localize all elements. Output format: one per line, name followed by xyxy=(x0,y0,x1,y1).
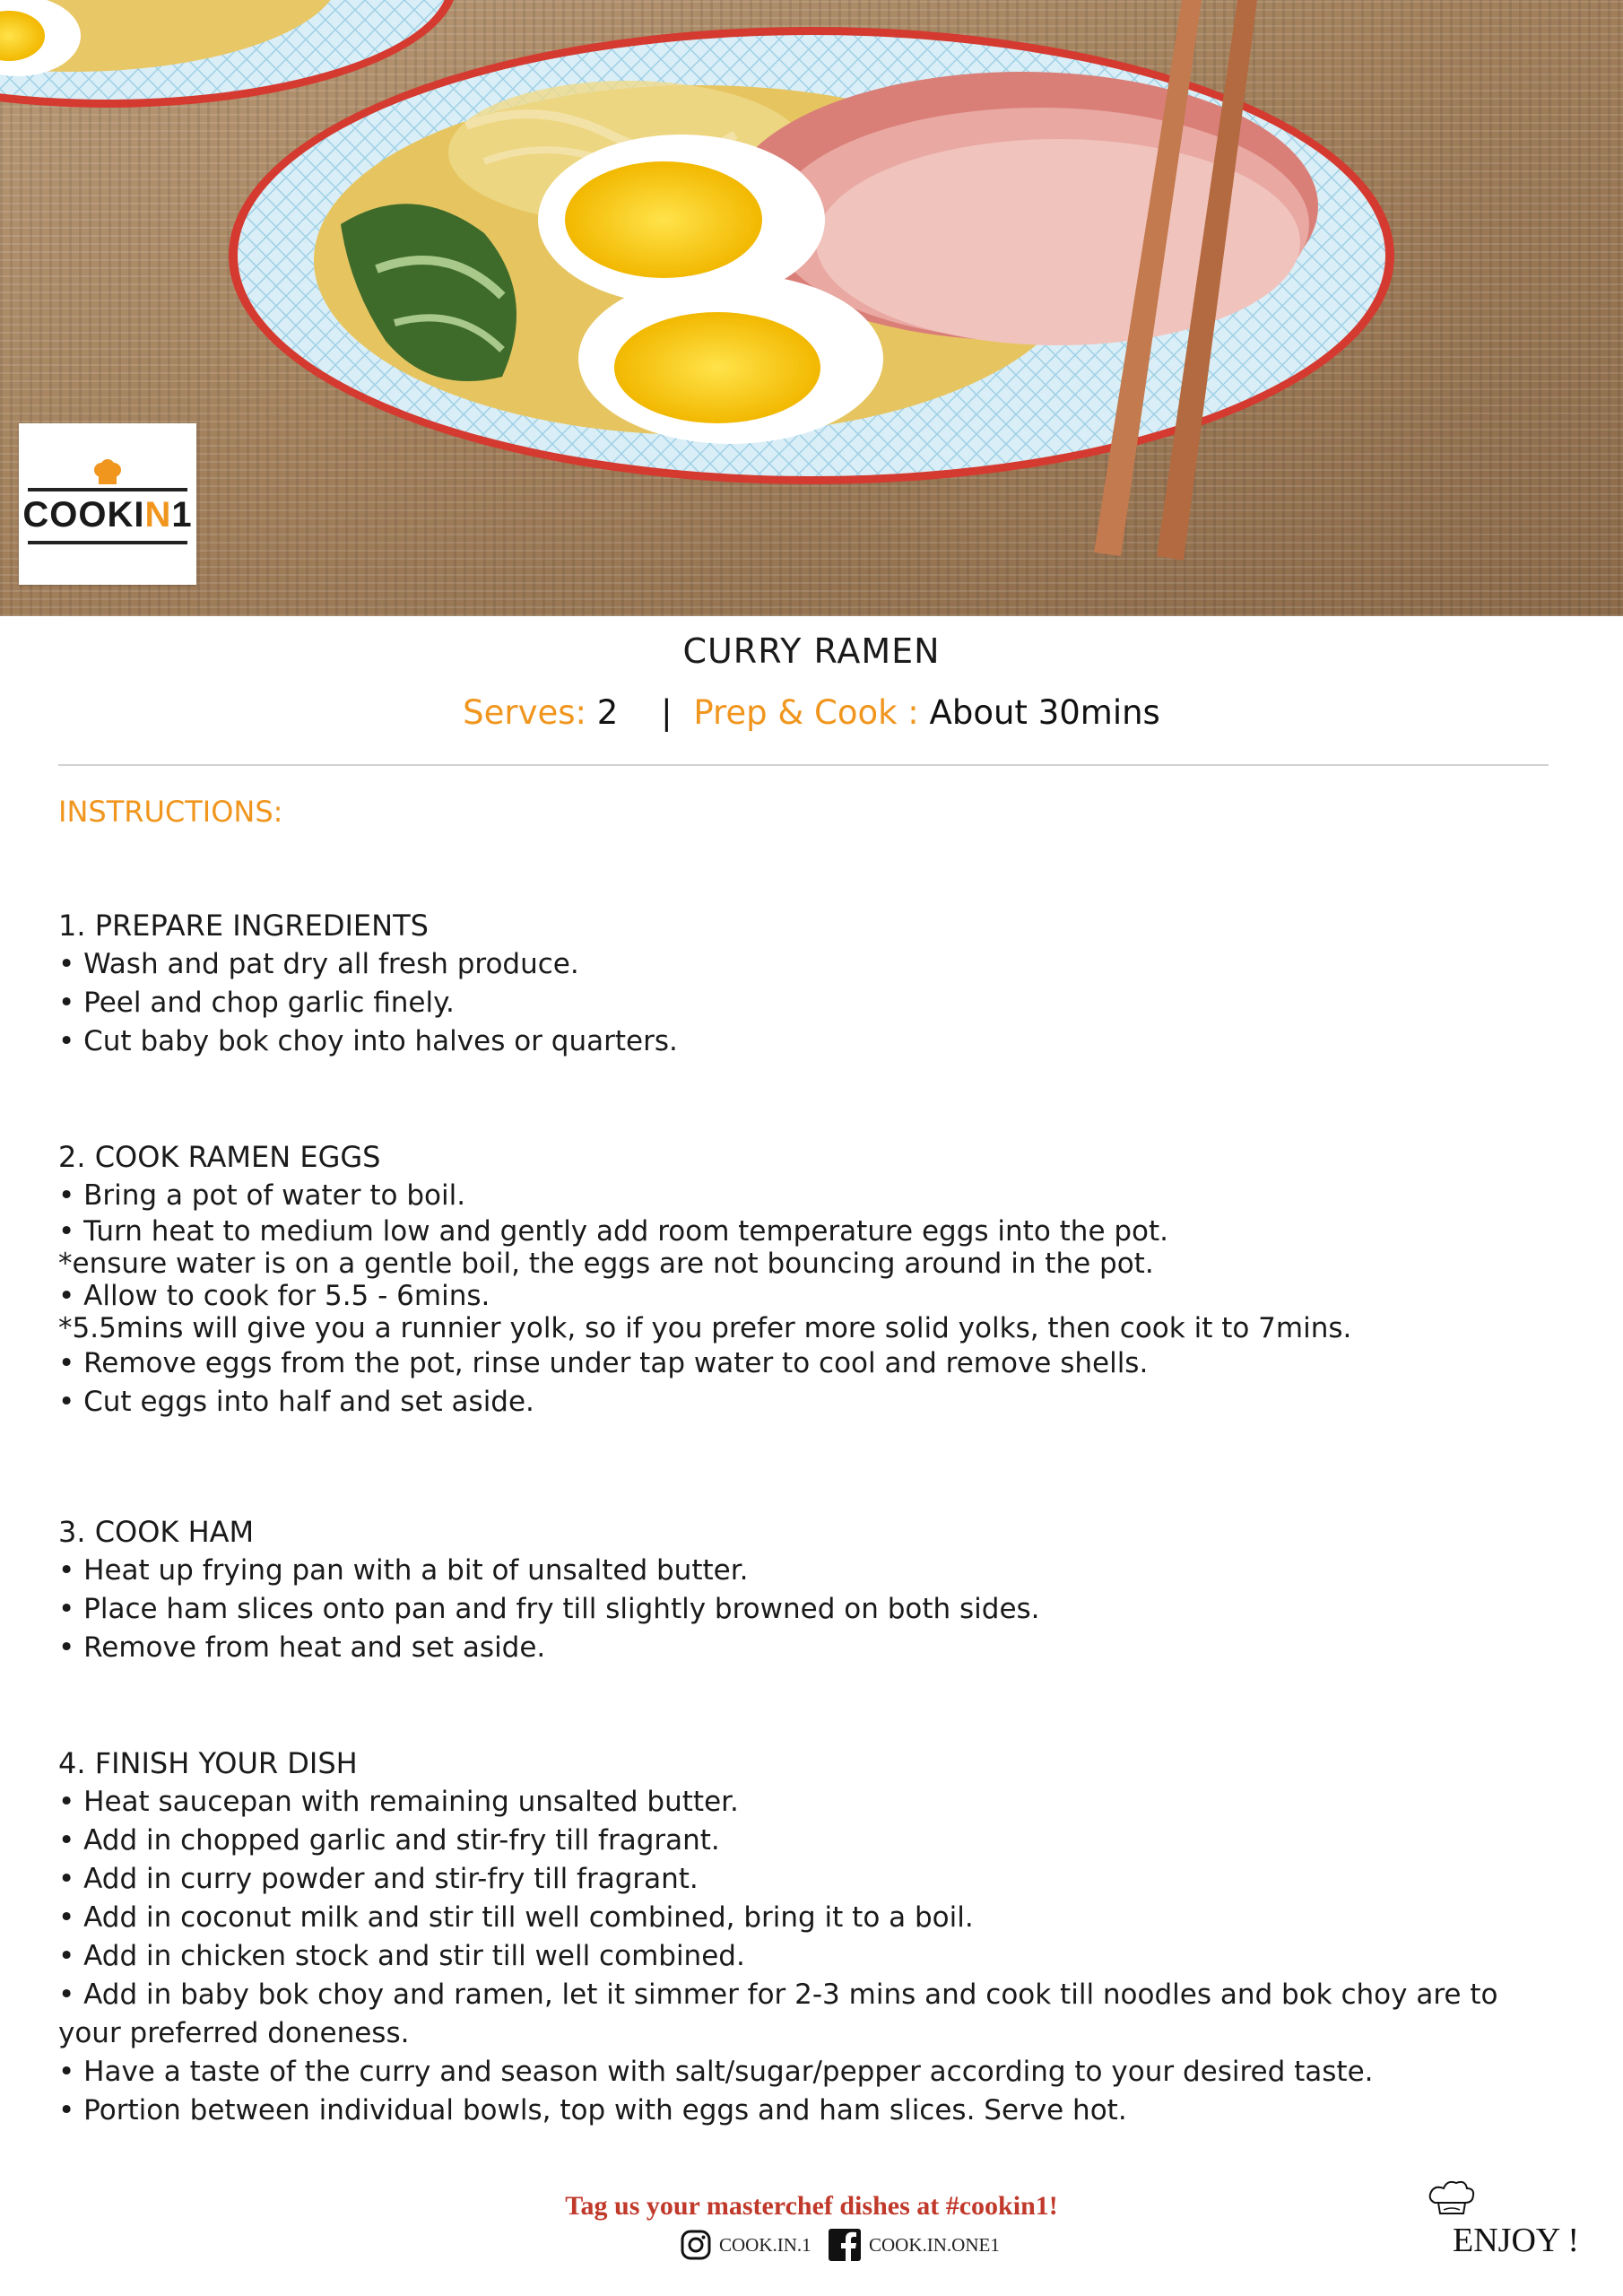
prep-cook-label: Prep & Cook : xyxy=(693,693,919,732)
chef-hat-icon xyxy=(1424,2176,1478,2221)
instruction-line: • Add in coconut milk and stir till well combined, bring it to a boil. xyxy=(58,1901,974,1934)
instruction-line: • Remove eggs from the pot, rinse under tap water to cool and remove shells. xyxy=(58,1347,1149,1379)
instruction-line: • Add in curry powder and stir-fry till fragrant. xyxy=(58,1863,699,1895)
instructions-heading: INSTRUCTIONS: xyxy=(58,795,283,829)
ramen-bowl-illustration xyxy=(0,0,1623,616)
instagram-icon xyxy=(680,2229,712,2261)
instruction-line: • Add in chopped garlic and stir-fry till fragrant. xyxy=(58,1824,720,1857)
instruction-note: *ensure water is on a gentle boil, the eggs are not bouncing around in the pot. xyxy=(58,1248,1154,1280)
instruction-line: • Have a taste of the curry and season with salt/sugar/pepper according to your desired taste. xyxy=(58,2056,1374,2088)
section-title: 4. FINISH YOUR DISH xyxy=(58,1746,358,1780)
section-title: 3. COOK HAM xyxy=(58,1515,255,1549)
instruction-line: • Wash and pat dry all fresh produce. xyxy=(58,948,579,980)
instagram-label: COOK.IN.1 xyxy=(719,2233,812,2256)
hero-photo xyxy=(0,0,1623,616)
logo-text: COOKIN1 xyxy=(22,495,193,535)
instruction-line: • Heat saucepan with remaining unsalted butter. xyxy=(58,1786,739,1818)
recipe-meta xyxy=(0,693,1623,732)
instruction-line: • Add in chicken stock and stir till well combined. xyxy=(58,1940,745,1972)
instruction-line: • Remove from heat and set aside. xyxy=(58,1631,546,1664)
enjoy-text: ENJOY ! xyxy=(1453,2222,1580,2259)
instruction-line: • Portion between individual bowls, top with eggs and ham slices. Serve hot. xyxy=(58,2094,1127,2126)
instruction-line: • Cut baby bok choy into halves or quarters. xyxy=(58,1025,678,1057)
instruction-line: • Heat up frying pan with a bit of unsalted butter. xyxy=(58,1554,749,1587)
logo-rule-bottom xyxy=(28,541,187,544)
instruction-line: • Peel and chop garlic finely. xyxy=(58,987,455,1019)
instruction-section xyxy=(58,906,1565,1061)
section-title: 2. COOK RAMEN EGGS xyxy=(58,1140,381,1174)
instruction-line: • Turn heat to medium low and gently add room temperature eggs into the pot. xyxy=(58,1215,1169,1248)
prep-cook-value: About 30mins xyxy=(929,693,1160,732)
facebook-icon xyxy=(828,2228,862,2262)
instruction-line: • Allow to cook for 5.5 - 6mins. xyxy=(58,1280,490,1312)
instruction-line: • Add in baby bok choy and ramen, let it simmer for 2-3 mins and cook till noodles and bok choy are to your preferred doneness. xyxy=(58,1979,1498,2049)
meta-separator: | xyxy=(661,693,673,732)
recipe-title: CURRY RAMEN xyxy=(682,631,941,671)
facebook-label: COOK.IN.ONE1 xyxy=(869,2233,1000,2256)
brand-logo xyxy=(19,423,196,585)
divider xyxy=(58,764,1549,766)
section-title: 1. PREPARE INGREDIENTS xyxy=(58,909,429,943)
instruction-line: • Place ham slices onto pan and fry till slightly browned on both sides. xyxy=(58,1593,1040,1625)
instruction-section xyxy=(58,1512,1565,1667)
facebook-handle[interactable] xyxy=(828,2227,1000,2263)
footer-tagline: Tag us your masterchef dishes at #cookin1! xyxy=(565,2191,1058,2221)
logo-rule-top xyxy=(28,488,187,491)
instruction-line: • Bring a pot of water to boil. xyxy=(58,1179,466,1212)
instruction-line: • Cut eggs into half and set aside. xyxy=(58,1386,534,1418)
chef-hat-icon xyxy=(19,459,196,490)
instruction-section xyxy=(58,1744,1565,2130)
instagram-handle[interactable] xyxy=(680,2227,812,2263)
serves-label: Serves: xyxy=(463,693,587,732)
instruction-section xyxy=(58,1137,1565,1422)
instruction-note: *5.5mins will give you a runnier yolk, so if you prefer more solid yolks, then cook it to 7mins. xyxy=(58,1312,1352,1344)
serves-value: 2 xyxy=(596,693,619,732)
